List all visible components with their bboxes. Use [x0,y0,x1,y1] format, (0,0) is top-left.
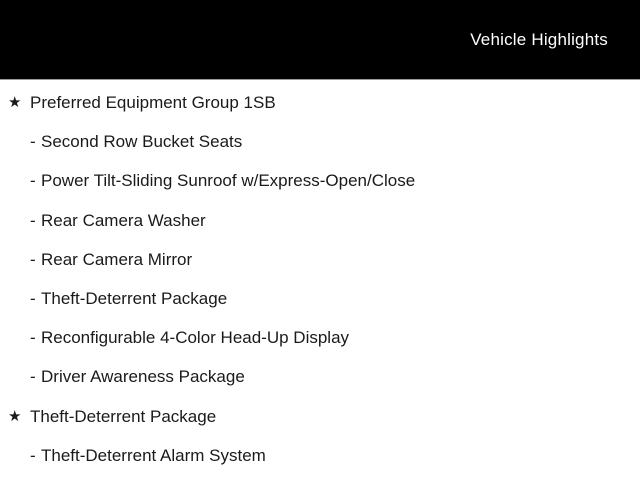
feature-item-label: Rear Camera Mirror [41,249,193,269]
group-title: Preferred Equipment Group 1SB [30,93,276,112]
dash-bullet: - [30,288,36,308]
feature-item-label: Reconfigurable 4-Color Head-Up Display [41,328,350,348]
feature-item-label: Driver Awareness Package [41,367,245,387]
group-title-row [0,93,640,132]
dash-bullet: - [30,445,36,465]
dash-bullet: - [30,249,36,269]
dash-bullet: - [30,132,36,152]
feature-item-label: Power Tilt-Sliding Sunroof w/Express-Open/Close [41,171,416,191]
dash-bullet: - [30,171,36,191]
feature-item-label: Theft-Deterrent Alarm System [41,445,266,465]
feature-item-row [0,446,640,480]
page-title: Vehicle Highlights [470,29,608,49]
feature-item-row [0,132,640,171]
header-bar [0,0,640,80]
feature-item-row [0,171,640,210]
feature-item-row [0,289,640,328]
feature-item-row [0,211,640,250]
star-icon: ★ [8,94,22,111]
star-icon: ★ [8,407,22,425]
feature-item-row [0,328,640,367]
feature-item-label: Theft-Deterrent Package [41,288,228,308]
feature-item-row [0,250,640,289]
group-title: Theft-Deterrent Package [30,406,217,426]
group-title-row [0,407,640,446]
dash-bullet: - [30,210,36,230]
feature-item-row [0,367,640,406]
feature-item-label: Rear Camera Washer [41,210,206,230]
dash-bullet: - [30,328,36,348]
highlights-list [0,80,640,480]
dash-bullet: - [30,367,36,387]
feature-item-label: Second Row Bucket Seats [41,132,243,152]
